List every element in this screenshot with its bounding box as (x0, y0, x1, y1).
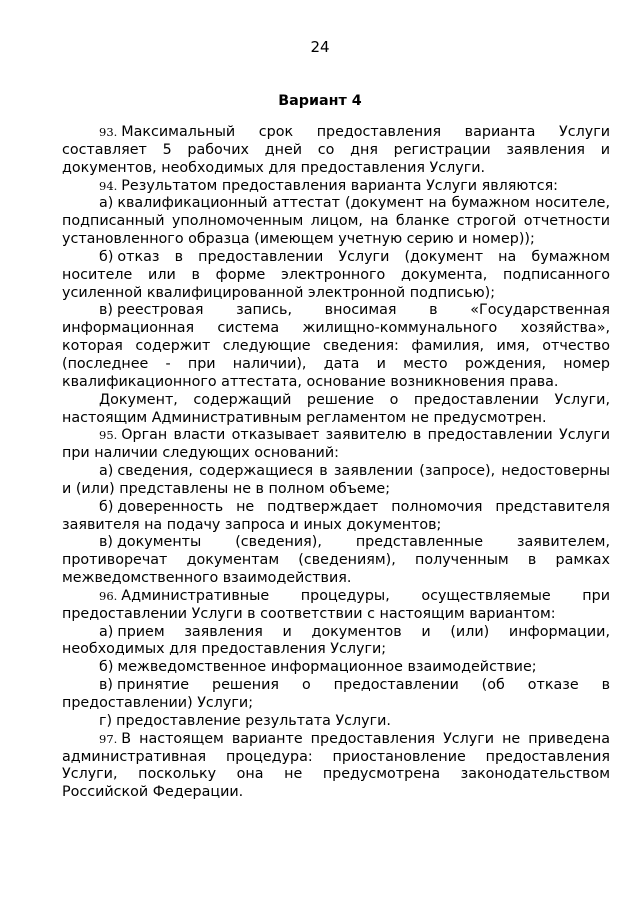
document-body (62, 124, 610, 802)
paragraph-93 (62, 124, 610, 178)
list-item-95-b (62, 499, 610, 535)
list-marker: в) (99, 302, 114, 319)
paragraph-97 (62, 731, 610, 802)
list-item-94-v (62, 302, 610, 391)
list-marker: а) (99, 463, 114, 480)
list-item-text: предоставление результата Услуги. (116, 712, 391, 729)
list-item-96-g (62, 713, 610, 731)
list-item-text: отказ в предоставлении Услуги (документ на бумажном носителе или в форме электронного документа, подписанного усиленной квалифицированной электронной подписью); (62, 248, 610, 301)
paragraph-text: Орган власти отказывает заявителю в предоставлении Услуги при наличии следующих оснований: (62, 427, 610, 462)
paragraph-number: 97. (99, 731, 118, 746)
paragraph-text: Результатом предоставления варианта Услуги являются: (121, 177, 559, 194)
list-marker: г) (99, 712, 113, 729)
list-marker: б) (99, 498, 114, 515)
list-item-text: принятие решения о предоставлении (об отказе в предоставлении) Услуги; (62, 677, 610, 711)
paragraph-number: 96. (99, 588, 118, 603)
paragraph-number: 95. (99, 428, 118, 443)
list-item-96-a (62, 624, 610, 660)
list-marker: б) (99, 659, 114, 676)
paragraph-text: Административные процедуры, осуществляемые при предоставлении Услуги в соответствии с настоящим вариантом: (62, 587, 610, 622)
list-item-text: сведения, содержащиеся в заявлении (запросе), недостоверны и (или) представлены не в полном объеме; (62, 463, 610, 497)
section-heading: Вариант 4 (278, 93, 362, 109)
list-item-96-v (62, 677, 610, 713)
list-marker: в) (99, 534, 114, 551)
list-item-text: документы (сведения), представленные заявителем, противоречат документам (сведениям), полученным в рамках межведомственного взаимодействия. (62, 534, 610, 587)
list-item-text: межведомственное информационное взаимодействие; (117, 659, 537, 676)
list-marker: а) (99, 195, 114, 212)
list-item-text: доверенность не подтверждает полномочия представителя заявителя на подачу запроса и иных документов; (62, 498, 610, 533)
list-item-94-a (62, 195, 610, 249)
list-item-text: прием заявления и документов и (или) информации, необходимых для предоставления Услуги; (62, 623, 610, 658)
paragraph-number: 93. (99, 125, 118, 139)
paragraph-text: В настоящем варианте предоставления Услуги не приведена административная процедура: приостановление предоставления Услуги, поскольку она не предусмотрена законодательством Российской Федерации. (62, 730, 610, 801)
list-marker: а) (99, 623, 114, 640)
list-item-95-v (62, 534, 610, 588)
paragraph-95 (62, 427, 610, 463)
paragraph-text: Документ, содержащий решение о предоставлении Услуги, настоящим Административным регламентом не предусмотрен. (62, 391, 610, 426)
list-item-text: квалификационный аттестат (документ на бумажном носителе, подписанный уполномоченным лицом, на бланке строгой отчетности установленного образца (имеющем учетную серию и номер)); (62, 195, 610, 248)
paragraph-94 (62, 178, 610, 196)
page-number: 24 (310, 38, 330, 56)
list-item-96-b (62, 659, 610, 677)
paragraph-text: Максимальный срок предоставления варианта Услуги составляет 5 рабочих дней со дня регистрации заявления и документов, необходимых для предоставления Услуги. (62, 124, 610, 176)
paragraph-number: 94. (99, 178, 118, 193)
paragraph-96 (62, 588, 610, 624)
list-marker: б) (99, 248, 114, 265)
list-item-text: реестровая запись, вносимая в «Государственная информационная система жилищно-коммунального хозяйства», которая содержит следующие сведения: фамилия, имя, отчество (последнее - при наличии), дата и место рождения, номер квалификационного аттестата, основание возникновения права. (62, 302, 610, 390)
paragraph-document-note (62, 392, 610, 428)
list-item-95-a (62, 463, 610, 499)
list-item-94-b (62, 249, 610, 303)
list-marker: в) (99, 677, 114, 694)
